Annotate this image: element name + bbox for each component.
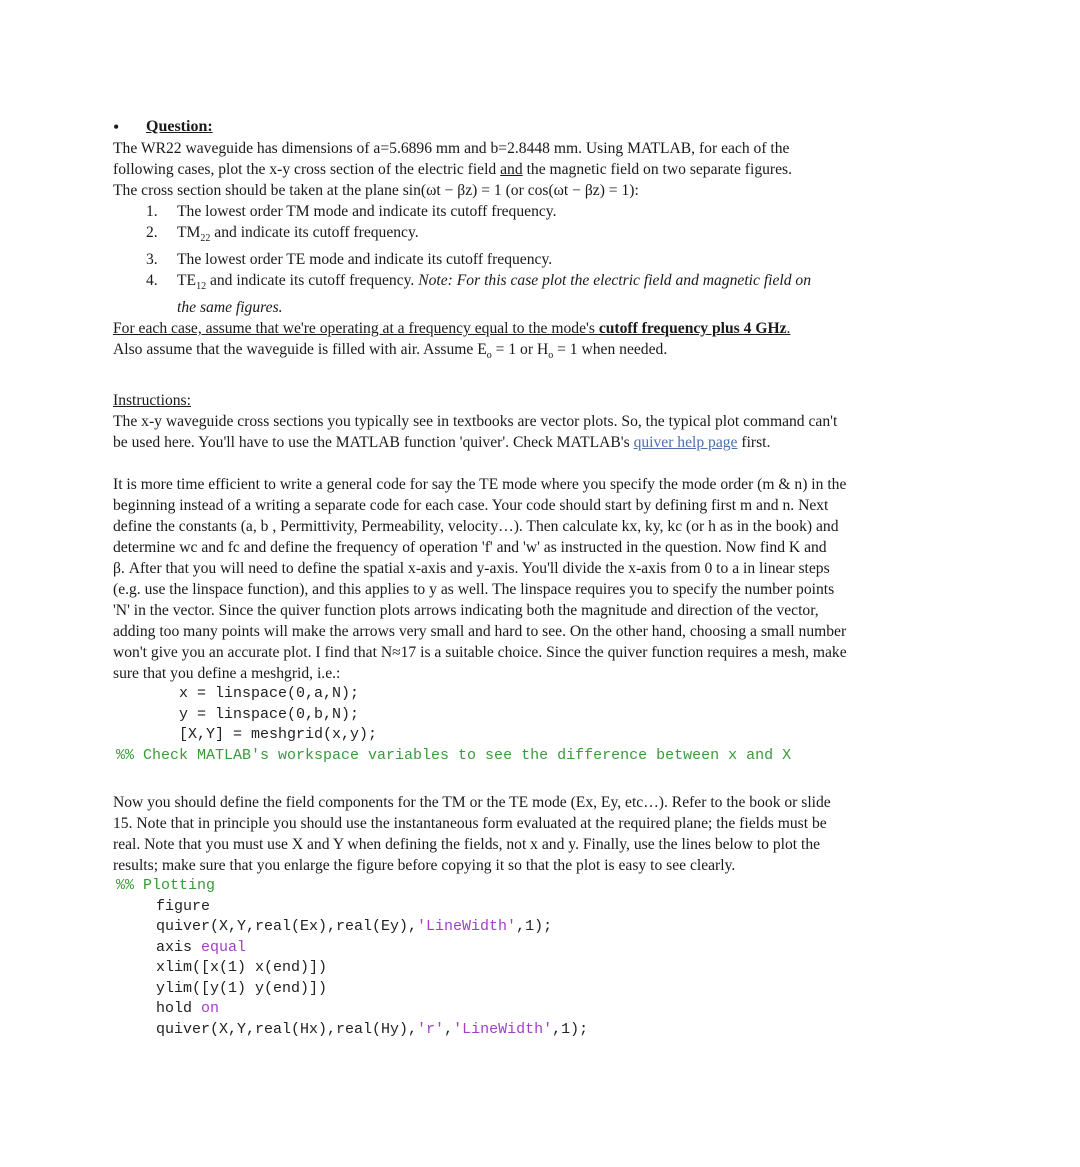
code-block-plotting xyxy=(113,876,966,1040)
mode-label: TM xyxy=(177,224,201,241)
code-line xyxy=(113,1020,966,1041)
question-intro-line-2 xyxy=(113,159,966,180)
instructions-p1-line-2 xyxy=(113,432,966,453)
mode-subscript: 12 xyxy=(196,281,207,293)
code-block-meshgrid xyxy=(113,684,966,766)
code-text: , xyxy=(444,1020,454,1038)
code-text: ,1); xyxy=(516,918,553,936)
question-intro-line-1: The WR22 waveguide has dimensions of a=5.6896 mm and b=2.8448 mm. Using MATLAB, for each of the xyxy=(113,140,790,157)
question-intro-line-3: The cross section should be taken at the plane sin(ωt − βz) = 1 (or cos(ωt − βz) = 1): xyxy=(113,182,639,199)
case-item-4 xyxy=(113,270,966,318)
code-line: x = linspace(0,a,N); xyxy=(179,685,360,703)
case-number: 3. xyxy=(146,251,158,269)
code-comment: %% Plotting xyxy=(116,877,216,895)
p3-line: results; make sure that you enlarge the figure before copying it so that the plot is easy to see clearly. xyxy=(113,857,736,875)
code-keyword: equal xyxy=(201,938,247,956)
case-number: 2. xyxy=(146,224,158,241)
p1-end: first. xyxy=(737,434,771,452)
code-line xyxy=(113,917,966,938)
instructions-p2 xyxy=(113,474,966,684)
case-item-1 xyxy=(113,201,966,222)
freq-bold: cutoff frequency plus 4 GHz xyxy=(598,320,787,338)
p2-line: sure that you define a meshgrid, i.e.: xyxy=(113,665,341,683)
code-string: 'LineWidth' xyxy=(453,1020,553,1038)
code-line: xlim([x(1) x(end)]) xyxy=(156,959,328,977)
p2-line: determine wc and fc and define the frequency of operation 'f' and 'w' as instructed in the question. Now find K and xyxy=(113,539,827,557)
intro-text: following cases, plot the x-y cross section of the electric field xyxy=(113,161,497,178)
code-line xyxy=(113,938,966,959)
instructions-p3 xyxy=(113,792,966,876)
p2-line: won't give you an accurate plot. I find that N≈17 is a suitable choice. Since the quiver function requires a mesh, make xyxy=(113,644,847,662)
case-item-3 xyxy=(113,249,966,270)
code-text: axis xyxy=(156,938,202,956)
intro-text-end: the magnetic field on two separate figures. xyxy=(526,161,792,178)
case-note-cont: the same figures. xyxy=(177,299,283,317)
case-text: and indicate its cutoff frequency. xyxy=(206,272,419,290)
p2-line: (e.g. use the linspace function), and this applies to y as well. The linspace requires you to specify the number points xyxy=(113,581,835,599)
code-keyword: on xyxy=(201,1000,220,1018)
case-number: 4. xyxy=(146,272,158,290)
code-line: figure xyxy=(156,897,211,915)
code-string: 'LineWidth' xyxy=(417,918,517,936)
instructions-heading: Instructions: xyxy=(113,392,191,410)
question-case-list xyxy=(113,201,966,318)
code-line: [X,Y] = meshgrid(x,y); xyxy=(179,726,378,744)
mode-subscript: 22 xyxy=(200,233,211,245)
code-text: quiver(X,Y,real(Hx),real(Hy), xyxy=(156,1020,418,1038)
p3-line: Now you should define the field components for the TM or the TE mode (Ex, Ey, etc…). Refer to the book or slide xyxy=(113,794,831,812)
case-text: The lowest order TE mode and indicate its cutoff frequency. xyxy=(177,251,553,269)
freq-text: For each case, assume that we're operating at a frequency equal to the mode's xyxy=(113,320,599,338)
air-end: = 1 when needed. xyxy=(553,341,668,359)
question-heading-row xyxy=(113,116,966,138)
p2-line: adding too many points will make the arrows very small and hard to see. On the other hand, choosing a small number xyxy=(113,623,847,641)
code-line: y = linspace(0,b,N); xyxy=(179,705,360,723)
case-text: and indicate its cutoff frequency. xyxy=(210,224,419,241)
p1-text: be used here. You'll have to use the MATLAB function 'quiver'. Check MATLAB's xyxy=(113,434,634,452)
instructions-p1-line-1: The x-y waveguide cross sections you typically see in textbooks are vector plots. So, the typical plot command can't xyxy=(113,413,838,431)
code-text: ,1); xyxy=(552,1020,589,1038)
p3-line: 15. Note that in principle you should use the instantaneous form evaluated at the required plane; the fields must be xyxy=(113,815,827,833)
quiver-help-link[interactable]: quiver help page xyxy=(633,434,738,452)
h-subscript: o xyxy=(548,350,554,362)
p2-line: define the constants (a, b , Permittivity, Permeability, velocity…). Then calculate kx, ky, kc (or h as in the book) and xyxy=(113,518,839,536)
mode-label: TE xyxy=(177,272,197,290)
air-assumption-line xyxy=(113,339,966,366)
p3-line: real. Note that you must use X and Y when defining the fields, not x and y. Finally, use the lines below to plot the xyxy=(113,836,821,854)
case-note: Note: For this case plot the electric field and magnetic field on xyxy=(418,272,812,290)
p2-line: It is more time efficient to write a general code for say the TE mode where you specify the mode order (m & n) in the xyxy=(113,476,847,494)
p2-line: 'N' in the vector. Since the quiver function plots arrows indicating both the magnitude and direction of the vector, xyxy=(113,602,819,620)
air-mid: = 1 or H xyxy=(491,341,549,359)
p2-line: β. After that you will need to define the spatial x-axis and y-axis. You'll divide the x-axis from 0 to a in linear steps xyxy=(113,560,830,578)
code-comment: %% Check MATLAB's workspace variables to see the difference between x and X xyxy=(116,746,792,764)
code-text: hold xyxy=(156,1000,202,1018)
air-text: Also assume that the waveguide is filled with air. Assume E xyxy=(113,341,487,359)
and-underlined: and xyxy=(500,161,523,178)
code-text: quiver(X,Y,real(Ex),real(Ey), xyxy=(156,918,418,936)
case-number: 1. xyxy=(146,203,158,220)
p2-line: beginning instead of a writing a separate code for each case. Your code should start by defining first m and n. Next xyxy=(113,497,829,515)
case-text: The lowest order TM mode and indicate its cutoff frequency. xyxy=(177,203,557,220)
document-page xyxy=(113,116,966,1040)
frequency-assumption-line xyxy=(113,318,966,339)
e-subscript: o xyxy=(486,350,492,362)
code-line: ylim([y(1) y(end)]) xyxy=(156,979,328,997)
freq-period: . xyxy=(786,320,791,338)
code-line xyxy=(113,999,966,1020)
code-string: 'r' xyxy=(417,1020,445,1038)
question-heading: Question: xyxy=(146,118,213,135)
case-item-2 xyxy=(113,222,966,249)
bullet-icon: • xyxy=(113,117,120,137)
